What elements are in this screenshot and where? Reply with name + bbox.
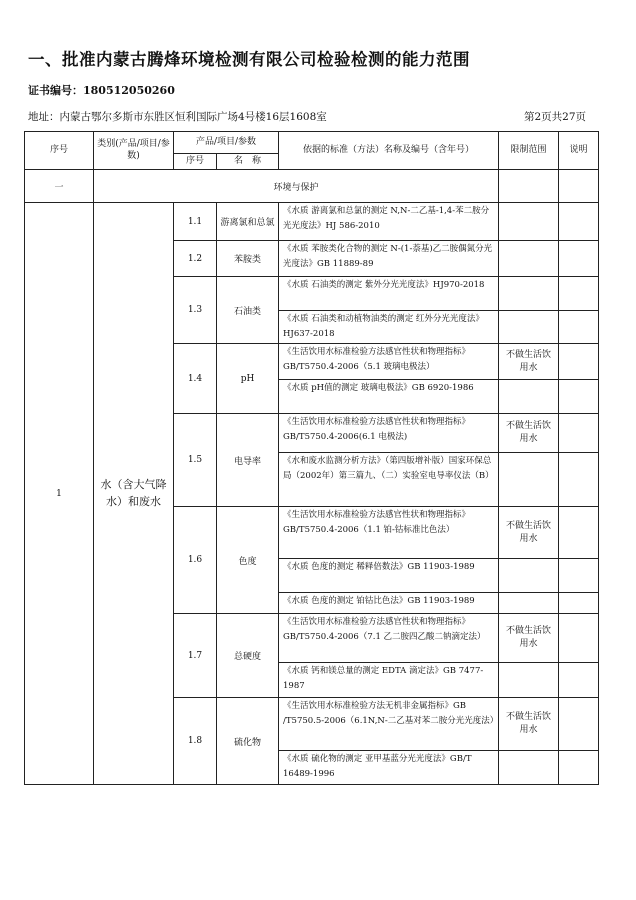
item-number: 1.8 — [174, 698, 217, 785]
certificate-number: 证书编号：180512050260 — [28, 84, 175, 97]
note-cell — [559, 593, 599, 614]
section-note-cell — [559, 170, 599, 203]
note-cell — [559, 277, 599, 311]
item-name: 石油类 — [217, 277, 279, 344]
limit-text — [499, 593, 559, 614]
standard-text: 《水质 石油类的测定 紫外分光光度法》HJ970-2018 — [279, 277, 499, 311]
note-cell — [559, 663, 599, 698]
standard-text: 《水和废水监测分析方法》（第四版增补版）国家环保总局（2002年）第三篇九、（二）实验室电导率仪法（B） — [279, 453, 499, 507]
table-row — [25, 203, 599, 241]
note-cell — [559, 698, 599, 751]
limit-text — [499, 751, 559, 785]
group-seq: 1 — [25, 203, 94, 785]
page-number: 第2页共27页 — [523, 111, 586, 123]
note-cell — [559, 203, 599, 241]
header-standard: 依据的标准（方法）名称及编号（含年号） — [279, 132, 499, 170]
header-limit: 限制范围 — [499, 132, 559, 170]
item-number: 1.4 — [174, 344, 217, 414]
limit-text — [499, 241, 559, 277]
standard-text: 《水质 pH值的测定 玻璃电极法》GB 6920-1986 — [279, 380, 499, 414]
standard-text: 《水质 苯胺类化合物的测定 N-(1-萘基)乙二胺偶氮分光光度法》GB 11889-89 — [279, 241, 499, 277]
item-name: 游离氯和总氯 — [217, 203, 279, 241]
note-cell — [559, 614, 599, 663]
item-name: 总硬度 — [217, 614, 279, 698]
header-name: 名 称 — [217, 154, 279, 170]
page-title: 一、批准内蒙古腾烽环境检测有限公司检验检测的能力范围 — [28, 50, 470, 69]
standard-text: 《生活饮用水标准检验方法感官性状和物理指标》GB/T5750.4-2006(6.1 电极法) — [279, 414, 499, 453]
limit-text — [499, 203, 559, 241]
note-cell — [559, 380, 599, 414]
standard-text: 《水质 色度的测定 稀释倍数法》GB 11903-1989 — [279, 559, 499, 593]
limit-text: 不做生活饮用水 — [499, 414, 559, 453]
limit-text: 不做生活饮用水 — [499, 344, 559, 380]
standard-text: 《生活饮用水标准检验方法感官性状和物理指标》GB/T5750.4-2006（7.1 乙二胺四乙酸二钠滴定法） — [279, 614, 499, 663]
item-name: 色度 — [217, 507, 279, 614]
section-label: 环境与保护 — [94, 170, 499, 203]
note-cell — [559, 344, 599, 380]
item-name: 硫化物 — [217, 698, 279, 785]
item-number: 1.5 — [174, 414, 217, 507]
item-name: 电导率 — [217, 414, 279, 507]
item-number: 1.1 — [174, 203, 217, 241]
limit-text: 不做生活饮用水 — [499, 507, 559, 559]
header-sub-seq: 序号 — [174, 154, 217, 170]
limit-text — [499, 559, 559, 593]
note-cell — [559, 311, 599, 344]
note-cell — [559, 507, 599, 559]
item-number: 1.7 — [174, 614, 217, 698]
standard-text: 《水质 石油类和动植物油类的测定 红外分光光度法》HJ637-2018 — [279, 311, 499, 344]
limit-text — [499, 311, 559, 344]
note-cell — [559, 414, 599, 453]
note-cell — [559, 559, 599, 593]
limit-text — [499, 453, 559, 507]
standard-text: 《水质 硫化物的测定 亚甲基蓝分光光度法》GB/T 16489-1996 — [279, 751, 499, 785]
header-seq: 序号 — [25, 132, 94, 170]
limit-text — [499, 277, 559, 311]
section-limit-cell — [499, 170, 559, 203]
note-cell — [559, 453, 599, 507]
section-seq: 一 — [25, 170, 94, 203]
capability-table — [24, 131, 599, 785]
note-cell — [559, 751, 599, 785]
header-category: 类别(产品/项目/参数) — [94, 132, 174, 170]
item-number: 1.2 — [174, 241, 217, 277]
note-cell — [559, 241, 599, 277]
item-number: 1.6 — [174, 507, 217, 614]
header-note: 说明 — [559, 132, 599, 170]
limit-text — [499, 663, 559, 698]
standard-text: 《水质 游离氯和总氯的测定 N,N-二乙基-1,4-苯二胺分光光度法》HJ 586-2010 — [279, 203, 499, 241]
standard-text: 《生活饮用水标准检验方法无机非金属指标》GB /T5750.5-2006（6.1N,N-二乙基对苯二胺分光光度法） — [279, 698, 499, 751]
item-name: 苯胺类 — [217, 241, 279, 277]
limit-text: 不做生活饮用水 — [499, 698, 559, 751]
limit-text — [499, 380, 559, 414]
item-name: pH — [217, 344, 279, 414]
address: 地址：内蒙古鄂尔多斯市东胜区恒利国际广场4号楼16层1608室 — [28, 111, 327, 123]
header-product: 产品/项目/参数 — [174, 132, 279, 154]
group-category: 水（含大气降水）和废水 — [94, 203, 174, 785]
standard-text: 《水质 色度的测定 铂钴比色法》GB 11903-1989 — [279, 593, 499, 614]
standard-text: 《生活饮用水标准检验方法感官性状和物理指标》GB/T5750.4-2006（5.1 玻璃电极法） — [279, 344, 499, 380]
standard-text: 《生活饮用水标准检验方法感官性状和物理指标》GB/T5750.4-2006（1.1 铂-钴标准比色法） — [279, 507, 499, 559]
standard-text: 《水质 钙和镁总量的测定 EDTA 滴定法》GB 7477-1987 — [279, 663, 499, 698]
limit-text: 不做生活饮用水 — [499, 614, 559, 663]
item-number: 1.3 — [174, 277, 217, 344]
